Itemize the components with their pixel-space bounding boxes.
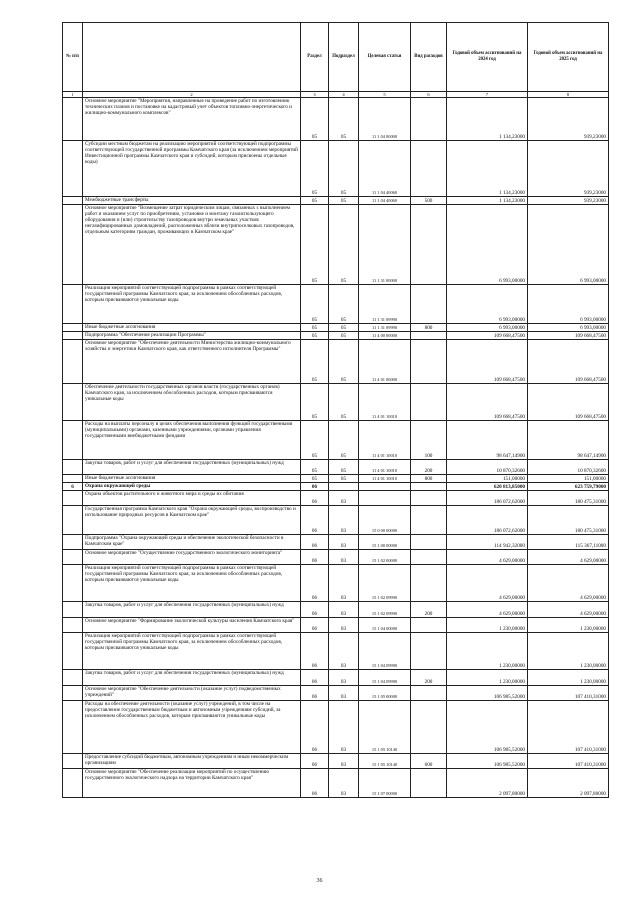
- row-target-article: 15 1 02 00000: [359, 550, 411, 565]
- row-expense-type: 200: [411, 460, 447, 475]
- row-target-article: 15 1 05 10140: [359, 754, 411, 769]
- row-expense-type: [411, 205, 447, 285]
- row-name: Межбюджетные трансферты: [83, 197, 301, 205]
- row-podrazdel: 05: [329, 285, 359, 324]
- row-podrazdel: 03: [329, 754, 359, 769]
- row-name: Подпрограмма "Обеспечение реализации Программы": [83, 332, 301, 340]
- row-expense-type: [411, 618, 447, 633]
- row-razdel: 06: [301, 670, 329, 686]
- row-amount-2024: 109 668,47500: [447, 384, 528, 421]
- row-num: [63, 701, 83, 754]
- row-podrazdel: 05: [329, 197, 359, 205]
- row-razdel: 06: [301, 618, 329, 633]
- row-name: Основное мероприятие "Обеспечение деятельности Министерства жилищно-коммунального хозяйства и энергетики Камчатского края, как ответственного исполнителя Программы": [83, 340, 301, 384]
- row-num: [63, 618, 83, 633]
- row-amount-2025: 1 230,00000: [528, 618, 609, 633]
- row-podrazdel: 03: [329, 633, 359, 670]
- row-target-article: 15 1 04 00000: [359, 618, 411, 633]
- row-name: Охрана объектов растительного и животного мира и среды их обитания: [83, 491, 301, 506]
- row-podrazdel: 03: [329, 602, 359, 618]
- row-num: [63, 602, 83, 618]
- row-amount-2024: 106 985,52000: [447, 754, 528, 769]
- row-target-article: 11 1 31 09990: [359, 324, 411, 332]
- row-expense-type: 800: [411, 475, 447, 483]
- row-expense-type: [411, 98, 447, 141]
- row-amount-2025: 107 410,31000: [528, 754, 609, 769]
- row-expense-type: [411, 565, 447, 602]
- row-name: Реализация мероприятий соответствующей подпрограммы в рамках соответствующей государственной программы Камчатского края, за исключением обособленных расходов, которым присваиваются уникальные коды: [83, 285, 301, 324]
- row-razdel: 06: [301, 754, 329, 769]
- row-amount-2024: 1 134,23000: [447, 98, 528, 141]
- row-num: [63, 670, 83, 686]
- row-amount-2025: 180 475,31000: [528, 506, 609, 535]
- row-name: Основное мероприятие "Обеспечение деятельности (оказание услуг) подведомственных учреждений": [83, 686, 301, 701]
- row-razdel: 06: [301, 633, 329, 670]
- row-amount-2025: 623 759,79000: [528, 483, 609, 491]
- table-row: [63, 141, 609, 197]
- header-num: № п/п: [63, 23, 83, 92]
- row-podrazdel: 05: [329, 460, 359, 475]
- row-name: Закупка товаров, работ и услуг для обеспечения государственных (муниципальных) нужд: [83, 460, 301, 475]
- row-razdel: 05: [301, 197, 329, 205]
- row-amount-2025: 2 097,80000: [528, 769, 609, 798]
- row-expense-type: [411, 506, 447, 535]
- row-expense-type: [411, 769, 447, 798]
- row-razdel: 05: [301, 324, 329, 332]
- row-expense-type: [411, 384, 447, 421]
- colnum: 7: [447, 92, 528, 98]
- colnum: 6: [411, 92, 447, 98]
- table-row: [63, 98, 609, 141]
- row-amount-2025: 939,23000: [528, 197, 609, 205]
- row-target-article: 15 1 05 10140: [359, 701, 411, 754]
- header-vr: Вид расходов: [411, 23, 447, 92]
- row-name: Охрана окружающей среды: [83, 483, 301, 491]
- row-num: [63, 384, 83, 421]
- table-row: [63, 535, 609, 550]
- row-target-article: 15 1 04 09990: [359, 670, 411, 686]
- row-amount-2025: 151,00000: [528, 475, 609, 483]
- row-podrazdel: 05: [329, 205, 359, 285]
- table-row: [63, 197, 609, 205]
- row-target-article: 15 1 05 00000: [359, 686, 411, 701]
- row-target-article: 15 1 02 09990: [359, 602, 411, 618]
- budget-table: [62, 22, 609, 798]
- row-amount-2025: 4 629,00000: [528, 550, 609, 565]
- table-row: [63, 483, 609, 491]
- table-body: [63, 98, 609, 798]
- row-num: [63, 332, 83, 340]
- row-razdel: 06: [301, 550, 329, 565]
- row-amount-2025: 939,23000: [528, 141, 609, 197]
- row-target-article: 11 4 01 00000: [359, 340, 411, 384]
- row-podrazdel: 05: [329, 475, 359, 483]
- row-podrazdel: 05: [329, 141, 359, 197]
- row-amount-2025: 6 993,00000: [528, 205, 609, 285]
- row-razdel: 05: [301, 475, 329, 483]
- row-amount-2024: 1 230,00000: [447, 670, 528, 686]
- row-razdel: 05: [301, 340, 329, 384]
- row-razdel: 06: [301, 602, 329, 618]
- row-podrazdel: 03: [329, 491, 359, 506]
- row-expense-type: [411, 332, 447, 340]
- row-amount-2024: 186 072,62000: [447, 491, 528, 506]
- row-name: Обеспечение деятельности государственных органов власти (государственных органов) Камчатского края, за исключением обособленных расходов, которым присваиваются уникальные коды: [83, 384, 301, 421]
- header-name: [83, 23, 301, 92]
- row-expense-type: 600: [411, 754, 447, 769]
- row-target-article: 15 1 04 09990: [359, 633, 411, 670]
- row-amount-2024: 186 072,62000: [447, 506, 528, 535]
- row-target-article: 11 1 04 00000: [359, 98, 411, 141]
- table-row: [63, 565, 609, 602]
- row-name: Иные бюджетные ассигнования: [83, 475, 301, 483]
- row-num: [63, 686, 83, 701]
- row-amount-2024: 114 942,32000: [447, 535, 528, 550]
- row-name: Основное мероприятие "Возмещение затрат юридическим лицам, связанных с выполнением работ и оказанием услуг по приобретению, установке и монтажу газоиспользующего оборудования и (или) строительству газопроводов внутри земельных участков негазифицированных домовладений, расположенных вблизи внутрипоселковых газопроводов, отдельным категориям граждан, проживающих в Камчатском крае": [83, 205, 301, 285]
- row-target-article: 11 1 04 40060: [359, 197, 411, 205]
- row-expense-type: [411, 491, 447, 506]
- table-row: [63, 324, 609, 332]
- row-podrazdel: 03: [329, 506, 359, 535]
- row-target-article: 15 1 02 09990: [359, 565, 411, 602]
- row-target-article: 11 4 01 10010: [359, 384, 411, 421]
- row-expense-type: 200: [411, 602, 447, 618]
- row-amount-2025: 109 668,47500: [528, 384, 609, 421]
- table-row: [63, 475, 609, 483]
- row-num: 6: [63, 483, 83, 491]
- row-amount-2024: 109 668,47500: [447, 332, 528, 340]
- row-amount-2024: 6 993,00000: [447, 324, 528, 332]
- row-target-article: 15 1 00 00000: [359, 535, 411, 550]
- row-expense-type: 200: [411, 670, 447, 686]
- colnum: 2: [83, 92, 301, 98]
- row-amount-2024: 109 668,47500: [447, 340, 528, 384]
- row-expense-type: 800: [411, 324, 447, 332]
- row-razdel: 05: [301, 460, 329, 475]
- row-num: [63, 197, 83, 205]
- row-num: [63, 535, 83, 550]
- row-amount-2024: 151,00000: [447, 475, 528, 483]
- row-amount-2025: 6 993,00000: [528, 324, 609, 332]
- header-podrazdel: Подраздел: [329, 23, 359, 92]
- row-amount-2024: 98 647,14900: [447, 421, 528, 460]
- row-podrazdel: 03: [329, 769, 359, 798]
- colnum: 4: [329, 92, 359, 98]
- header-cs: Целевая статья: [359, 23, 411, 92]
- row-podrazdel: 03: [329, 565, 359, 602]
- row-name: Подпрограмма "Охрана окружающей среды и обеспечение экологической безопасности в Камчатском крае": [83, 535, 301, 550]
- row-name: Субсидии местным бюджетам на реализацию мероприятий соответствующей подпрограммы соответствующей государственной программы Камчатского края (за исключением мероприятий Инвестиционной программы Камчатского края и субсидий, которым присвоены отдельные коды): [83, 141, 301, 197]
- row-podrazdel: [329, 483, 359, 491]
- row-podrazdel: 03: [329, 550, 359, 565]
- row-num: [63, 475, 83, 483]
- row-name: Государственная программа Камчатского края "Охрана окружающей среды, воспроизводство и использование природных ресурсов в Камчатском крае": [83, 506, 301, 535]
- row-amount-2025: 4 629,00000: [528, 602, 609, 618]
- row-razdel: 05: [301, 285, 329, 324]
- row-razdel: 05: [301, 384, 329, 421]
- row-amount-2024: 620 813,85000: [447, 483, 528, 491]
- row-podrazdel: 03: [329, 670, 359, 686]
- row-podrazdel: 05: [329, 324, 359, 332]
- table-row: [63, 633, 609, 670]
- row-name: Закупка товаров, работ и услуг для обеспечения государственных (муниципальных) нужд: [83, 670, 301, 686]
- row-amount-2025: 1 230,00000: [528, 633, 609, 670]
- row-razdel: 06: [301, 483, 329, 491]
- row-razdel: 06: [301, 491, 329, 506]
- colnum: 3: [301, 92, 329, 98]
- row-podrazdel: 03: [329, 701, 359, 754]
- row-num: [63, 633, 83, 670]
- row-name: Расходы на обеспечение деятельности (оказание услуг) учреждений, в том числе на предоставление государственным бюджетным и автономным учреждениям субсидий, за исключением обособленных расходов, которым присваиваются уникальные коды: [83, 701, 301, 754]
- row-amount-2024: 106 985,52000: [447, 686, 528, 701]
- row-target-article: [359, 483, 411, 491]
- table-row: [63, 421, 609, 460]
- row-name: Предоставление субсидий бюджетным, автономным учреждениям и иным некоммерческим организациям: [83, 754, 301, 769]
- table-header-row: [63, 23, 609, 92]
- row-amount-2025: 107 410,31000: [528, 701, 609, 754]
- row-target-article: 11 1 31 09990: [359, 285, 411, 324]
- row-podrazdel: 05: [329, 384, 359, 421]
- row-num: [63, 141, 83, 197]
- table-row: [63, 754, 609, 769]
- row-amount-2024: 10 870,32600: [447, 460, 528, 475]
- colnum: 8: [528, 92, 609, 98]
- row-name: Реализация мероприятий соответствующей подпрограммы в рамках соответствующей государственной программы Камчатского края, за исключением обособленных расходов, которым присваиваются уникальные коды: [83, 565, 301, 602]
- table-row: [63, 340, 609, 384]
- row-razdel: 05: [301, 205, 329, 285]
- table-row: [63, 285, 609, 324]
- row-amount-2024: 2 097,80000: [447, 769, 528, 798]
- colnum: 1: [63, 92, 83, 98]
- row-num: [63, 491, 83, 506]
- table-row: [63, 491, 609, 506]
- row-podrazdel: 03: [329, 535, 359, 550]
- row-amount-2025: 98 647,14900: [528, 421, 609, 460]
- row-podrazdel: 05: [329, 98, 359, 141]
- table-row: [63, 686, 609, 701]
- row-razdel: 05: [301, 332, 329, 340]
- table-row: [63, 701, 609, 754]
- row-amount-2025: 180 475,31000: [528, 491, 609, 506]
- row-amount-2024: 1 230,00000: [447, 618, 528, 633]
- row-target-article: [359, 491, 411, 506]
- row-amount-2024: 4 629,00000: [447, 565, 528, 602]
- row-target-article: 15 0 00 00000: [359, 506, 411, 535]
- row-expense-type: [411, 535, 447, 550]
- row-num: [63, 550, 83, 565]
- row-name: Основное мероприятие "Осуществление государственного экологического мониторинга": [83, 550, 301, 565]
- row-expense-type: [411, 483, 447, 491]
- row-num: [63, 285, 83, 324]
- table-row: [63, 618, 609, 633]
- row-expense-type: [411, 633, 447, 670]
- row-target-article: 11 4 01 10010: [359, 475, 411, 483]
- row-target-article: 11 4 01 10010: [359, 460, 411, 475]
- row-amount-2025: 10 870,32600: [528, 460, 609, 475]
- row-razdel: 06: [301, 565, 329, 602]
- row-razdel: 05: [301, 141, 329, 197]
- row-num: [63, 769, 83, 798]
- row-amount-2024: 1 134,23000: [447, 141, 528, 197]
- table-row: [63, 506, 609, 535]
- row-name: Иные бюджетные ассигнования: [83, 324, 301, 332]
- row-expense-type: [411, 285, 447, 324]
- row-expense-type: [411, 550, 447, 565]
- row-target-article: 15 1 07 00000: [359, 769, 411, 798]
- colnum: 5: [359, 92, 411, 98]
- row-amount-2025: 1 230,00000: [528, 670, 609, 686]
- row-name: Основное мероприятие "Обеспечение реализации мероприятий по осуществлению государственного экологического надзора на территории Камчатского края": [83, 769, 301, 798]
- row-amount-2025: 115 367,11000: [528, 535, 609, 550]
- table-row: [63, 550, 609, 565]
- row-podrazdel: 03: [329, 618, 359, 633]
- row-amount-2025: 939,23000: [528, 98, 609, 141]
- row-target-article: 11 4 01 10010: [359, 421, 411, 460]
- table-row: [63, 332, 609, 340]
- table-row: [63, 460, 609, 475]
- row-amount-2024: 1 134,23000: [447, 197, 528, 205]
- row-num: [63, 340, 83, 384]
- row-razdel: 06: [301, 686, 329, 701]
- row-amount-2025: 4 629,00000: [528, 565, 609, 602]
- header-2024: Годовой объем ассигнований на 2024 год: [447, 23, 528, 92]
- row-podrazdel: 05: [329, 332, 359, 340]
- page-number: 36: [316, 878, 323, 884]
- row-amount-2025: 107 410,31000: [528, 686, 609, 701]
- row-amount-2024: 4 629,00000: [447, 602, 528, 618]
- table-row: [63, 384, 609, 421]
- table-row: [63, 670, 609, 686]
- row-num: [63, 460, 83, 475]
- header-2025: Годовой объем ассигнований на 2025 год: [528, 23, 609, 92]
- row-razdel: 06: [301, 701, 329, 754]
- row-target-article: 11 1 04 40060: [359, 141, 411, 197]
- row-razdel: 06: [301, 769, 329, 798]
- row-razdel: 05: [301, 421, 329, 460]
- row-name: Основное мероприятие "Формирование экологической культуры населения Камчатского края": [83, 618, 301, 633]
- budget-table-sheet: [62, 22, 608, 798]
- table-row: [63, 602, 609, 618]
- row-razdel: 06: [301, 535, 329, 550]
- row-num: [63, 506, 83, 535]
- table-row: [63, 205, 609, 285]
- row-amount-2024: 106 985,52000: [447, 701, 528, 754]
- row-amount-2024: 1 230,00000: [447, 633, 528, 670]
- row-amount-2024: 6 993,00000: [447, 205, 528, 285]
- row-amount-2024: 6 993,00000: [447, 285, 528, 324]
- row-name: Реализация мероприятий соответствующей подпрограммы в рамках соответствующей государственной программы Камчатского края, за исключением обособленных расходов, которым присваиваются уникальные коды: [83, 633, 301, 670]
- row-expense-type: [411, 686, 447, 701]
- row-num: [63, 205, 83, 285]
- row-expense-type: 500: [411, 197, 447, 205]
- row-num: [63, 565, 83, 602]
- row-name: Расходы на выплаты персоналу в целях обеспечения выполнения функций государственными (муниципальными) органами, казенными учреждениями, органами управления государственными внебюджетными фондами: [83, 421, 301, 460]
- row-expense-type: [411, 141, 447, 197]
- row-podrazdel: 05: [329, 340, 359, 384]
- row-expense-type: 100: [411, 421, 447, 460]
- row-amount-2025: 6 993,00000: [528, 285, 609, 324]
- row-amount-2025: 109 668,47500: [528, 332, 609, 340]
- row-expense-type: [411, 701, 447, 754]
- row-name: Основное мероприятие "Мероприятия, направленные на проведение работ по изготовлению технических планов и постановке на кадастровый учет объектов топливно-энергетического и жилищно-коммунального комплексов": [83, 98, 301, 141]
- row-podrazdel: 03: [329, 686, 359, 701]
- row-razdel: 06: [301, 506, 329, 535]
- row-target-article: 11 1 31 00000: [359, 205, 411, 285]
- row-razdel: 05: [301, 98, 329, 141]
- row-name: Закупка товаров, работ и услуг для обеспечения государственных (муниципальных) нужд: [83, 602, 301, 618]
- row-target-article: 11 4 00 00000: [359, 332, 411, 340]
- row-num: [63, 421, 83, 460]
- header-razdel: Раздел: [301, 23, 329, 92]
- row-podrazdel: 05: [329, 421, 359, 460]
- row-amount-2025: 109 668,47500: [528, 340, 609, 384]
- row-num: [63, 324, 83, 332]
- row-num: [63, 98, 83, 141]
- row-expense-type: [411, 340, 447, 384]
- row-amount-2024: 4 629,00000: [447, 550, 528, 565]
- table-row: [63, 769, 609, 798]
- row-num: [63, 754, 83, 769]
